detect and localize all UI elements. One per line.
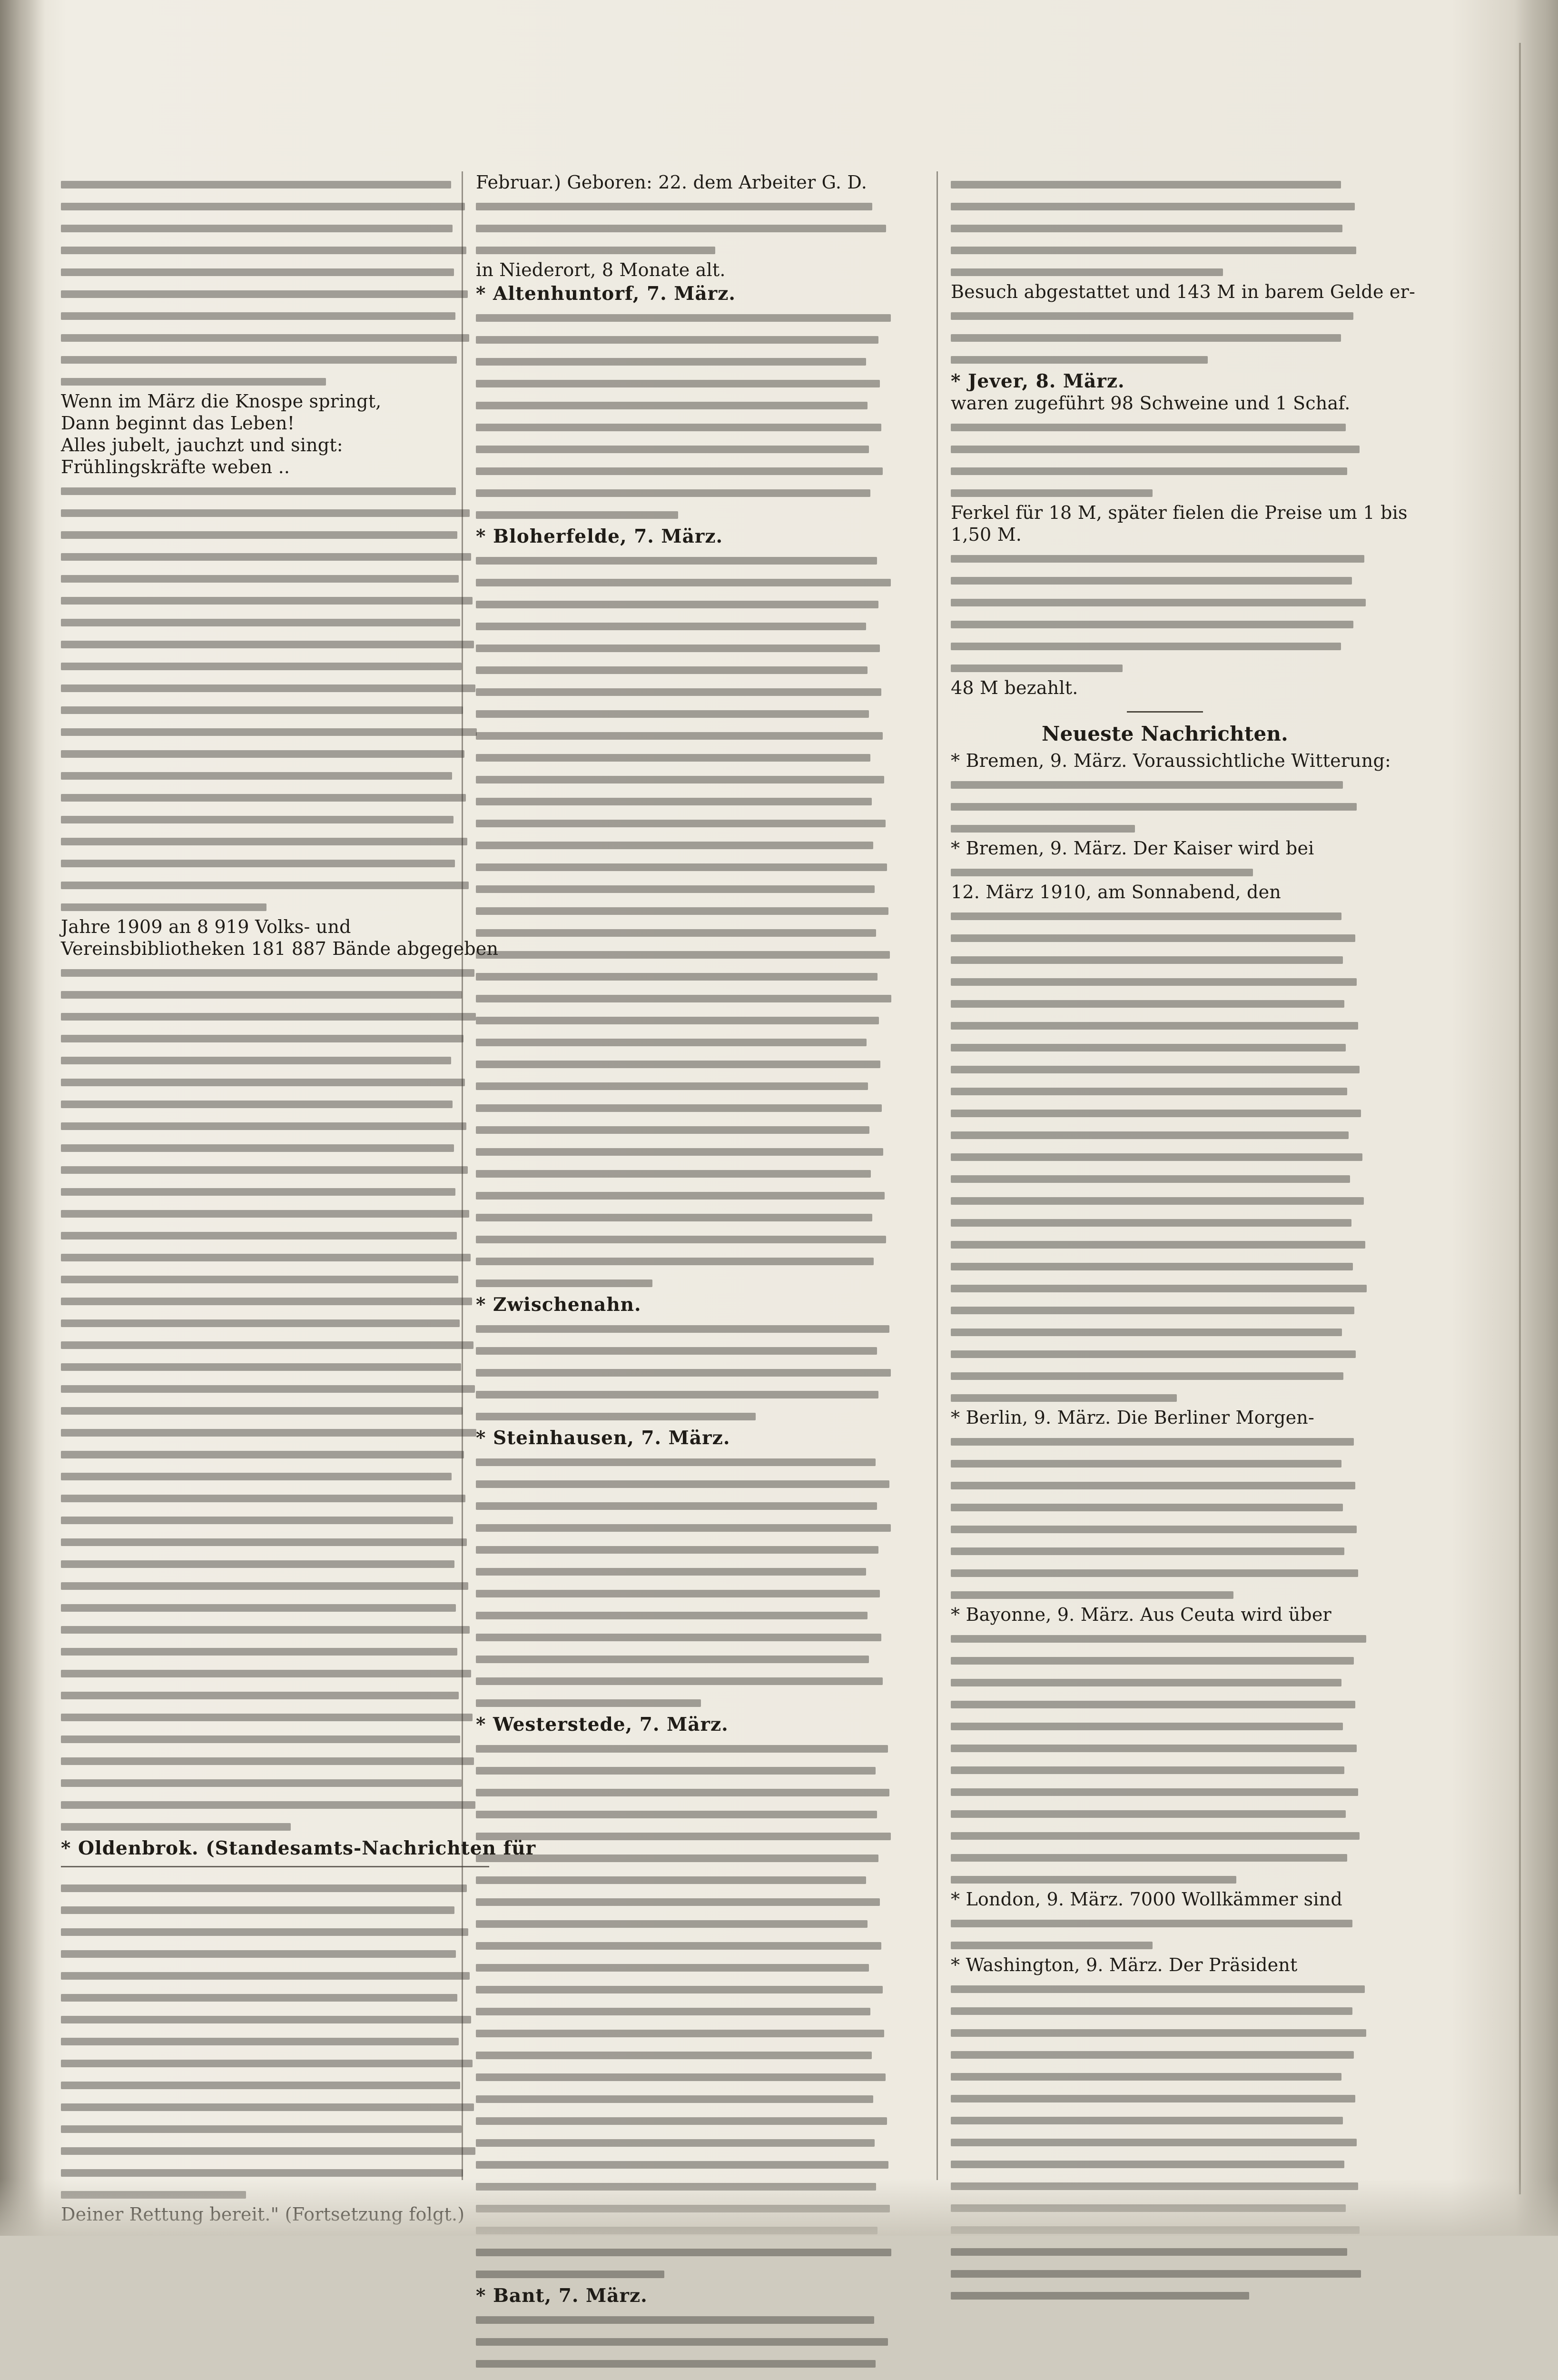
article-heading: * Altenhuntorf, 7. März. (476, 283, 904, 305)
text-line-label: * Berlin, 9. März. Die Berliner Morgen- (951, 1407, 1379, 1428)
text-line (951, 1998, 1379, 2020)
text-line (61, 1222, 489, 1244)
text-line (951, 1844, 1379, 1866)
text-line (476, 701, 904, 723)
text-line (951, 1538, 1379, 1560)
text-line (476, 547, 904, 569)
text-line-label: in Niederort, 8 Monate alt. (476, 259, 904, 281)
text-line (61, 1398, 489, 1419)
text-line (951, 2239, 1379, 2261)
text-line (476, 1182, 904, 1204)
text-line (476, 810, 904, 832)
text-line (61, 653, 489, 675)
text-line (61, 1069, 489, 1091)
text-line (61, 1332, 489, 1354)
text-line (951, 1056, 1379, 1078)
text-line (951, 1231, 1379, 1253)
text-line (61, 2094, 489, 2116)
article-heading: * Zwischenahn. (476, 1294, 904, 1316)
text-line (476, 1779, 904, 1801)
text-line-label: Wenn im März die Knospe springt, (61, 390, 489, 412)
text-line (476, 1933, 904, 1954)
text-line (61, 1376, 489, 1398)
text-line (476, 2108, 904, 2130)
text-line (61, 982, 489, 1003)
text-line (476, 305, 904, 327)
text-line (951, 815, 1379, 837)
text-line (476, 898, 904, 920)
text-line (61, 1266, 489, 1288)
text-line (61, 1485, 489, 1507)
text-line (476, 1007, 904, 1029)
text-line (61, 1897, 489, 1919)
text-line (61, 587, 489, 609)
text-line (951, 2085, 1379, 2107)
text-line (61, 2050, 489, 2072)
text-line (951, 1735, 1379, 1757)
text-line (951, 414, 1379, 436)
text-line (951, 2282, 1379, 2304)
text-line (476, 2261, 904, 2283)
text-line (476, 1316, 904, 1338)
text-line (476, 788, 904, 810)
text-line (476, 920, 904, 942)
text-line (476, 1095, 904, 1117)
right-page-edge (1515, 0, 1558, 2236)
text-line-label: waren zugeführt 98 Schweine und 1 Schaf. (951, 392, 1379, 414)
text-line (61, 1792, 489, 1814)
text-line (61, 1875, 489, 1897)
text-line (951, 633, 1379, 655)
text-line (61, 368, 489, 390)
text-line (61, 2028, 489, 2050)
text-line (61, 259, 489, 281)
text-line (476, 215, 904, 237)
text-line (61, 347, 489, 368)
text-line (951, 1253, 1379, 1275)
text-line (951, 611, 1379, 633)
text-line (951, 1341, 1379, 1363)
text-line-label: * Bremen, 9. März. Der Kaiser wird bei (951, 837, 1379, 859)
text-line (476, 1757, 904, 1779)
article-heading: * Jever, 8. März. (951, 370, 1379, 392)
text-line (476, 2350, 904, 2372)
text-line (951, 1866, 1379, 1888)
text-line (61, 522, 489, 544)
story-separator (61, 1866, 489, 1867)
text-line (951, 903, 1379, 925)
text-line (476, 392, 904, 414)
text-line (476, 613, 904, 635)
text-line (61, 2072, 489, 2094)
text-line (476, 1117, 904, 1139)
text-line (476, 1204, 904, 1226)
text-line (61, 1025, 489, 1047)
text-line (61, 1288, 489, 1310)
text-line (951, 215, 1379, 237)
text-line (61, 784, 489, 806)
text-line-label: 12. März 1910, am Sonnabend, den (951, 881, 1379, 903)
column-2 (476, 171, 904, 2380)
text-line-label: * Bayonne, 9. März. Aus Ceuta wird über (951, 1604, 1379, 1626)
text-line (61, 675, 489, 697)
text-line (61, 1638, 489, 1660)
section-heading: Neueste Nachrichten. (951, 723, 1379, 745)
text-line (951, 567, 1379, 589)
text-line (61, 1244, 489, 1266)
text-line-label: Vereinsbibliotheken 181 887 Bände abgegeben (61, 938, 489, 960)
text-line (951, 1516, 1379, 1538)
text-line (476, 1558, 904, 1580)
section-divider (1127, 711, 1203, 713)
text-line (61, 1551, 489, 1573)
text-line (951, 1910, 1379, 1932)
text-line (476, 1646, 904, 1668)
text-line (61, 544, 489, 565)
text-line (61, 1616, 489, 1638)
article-heading: * Bant, 7. März. (476, 2285, 904, 2307)
text-line (476, 854, 904, 876)
text-line (476, 193, 904, 215)
column-rule-right (937, 171, 938, 2180)
text-line (951, 1166, 1379, 1188)
text-line (951, 1385, 1379, 1407)
text-line-label: * London, 9. März. 7000 Wollkämmer sind (951, 1888, 1379, 1910)
text-line-label: Jahre 1909 an 8 919 Volks- und (61, 916, 489, 938)
text-line (951, 1713, 1379, 1735)
text-line (951, 1494, 1379, 1516)
text-line (61, 960, 489, 982)
text-line (61, 500, 489, 522)
text-line (951, 1932, 1379, 1954)
text-line (476, 744, 904, 766)
text-line (61, 171, 489, 193)
text-line (951, 2107, 1379, 2129)
text-line (951, 436, 1379, 458)
text-line (476, 1270, 904, 1292)
column-3 (951, 171, 1379, 2304)
article-heading: * Westerstede, 7. März. (476, 1714, 904, 1735)
text-line (476, 1668, 904, 1690)
text-line (61, 1704, 489, 1726)
text-line (476, 2329, 904, 2350)
text-line (61, 2138, 489, 2160)
text-line (951, 1100, 1379, 1122)
text-line (476, 1602, 904, 1624)
text-line (61, 872, 489, 894)
text-line (476, 2020, 904, 2042)
text-line (61, 1310, 489, 1332)
text-line (951, 325, 1379, 347)
text-line (61, 719, 489, 741)
text-line (61, 2116, 489, 2138)
text-line (61, 1441, 489, 1463)
text-line (476, 635, 904, 657)
text-line (951, 1188, 1379, 1210)
article-heading: * Steinhausen, 7. März. (476, 1427, 904, 1449)
text-line (951, 545, 1379, 567)
text-line (951, 589, 1379, 611)
text-line (61, 1770, 489, 1792)
text-line-label: * Bremen, 9. März. Voraussichtliche Witterung: (951, 750, 1379, 772)
text-line (951, 859, 1379, 881)
text-line (61, 1135, 489, 1157)
text-line (951, 1669, 1379, 1691)
text-line (951, 925, 1379, 947)
bottom-page-shadow (0, 2179, 1558, 2236)
text-line (476, 1160, 904, 1182)
text-line (476, 942, 904, 963)
text-line (61, 609, 489, 631)
text-line (61, 1091, 489, 1113)
page-edge-line (1519, 43, 1521, 2194)
text-line (61, 1113, 489, 1135)
text-line (951, 259, 1379, 281)
text-line (951, 1626, 1379, 1647)
text-line (61, 193, 489, 215)
text-line (476, 1624, 904, 1646)
text-line (476, 436, 904, 458)
text-line (476, 1954, 904, 1976)
text-line (476, 569, 904, 591)
text-line (951, 193, 1379, 215)
text-line (951, 1779, 1379, 1801)
text-line (951, 1428, 1379, 1450)
text-line (61, 281, 489, 303)
text-line (476, 480, 904, 502)
text-line-label: 1,50 M. (951, 524, 1379, 545)
text-line (61, 325, 489, 347)
article-heading: * Bloherfelde, 7. März. (476, 526, 904, 547)
text-line (61, 1919, 489, 1941)
text-line (951, 1034, 1379, 1056)
text-line (476, 1845, 904, 1867)
text-line-label: Februar.) Geboren: 22. dem Arbeiter G. D. (476, 171, 904, 193)
text-line (61, 1200, 489, 1222)
text-line (61, 2006, 489, 2028)
text-line (476, 1493, 904, 1515)
text-line (476, 657, 904, 679)
text-line (61, 1726, 489, 1748)
text-line-label: Ferkel für 18 M, später fielen die Preise um 1 bis (951, 502, 1379, 524)
text-line (476, 348, 904, 370)
text-line (476, 237, 904, 259)
binding-gutter-shadow (0, 0, 45, 2236)
text-line (951, 1275, 1379, 1297)
text-line (476, 1801, 904, 1823)
text-line (61, 828, 489, 850)
text-line (476, 2064, 904, 2086)
column-1 (61, 171, 489, 2225)
text-line (476, 2152, 904, 2173)
text-line (61, 1047, 489, 1069)
text-line (951, 2042, 1379, 2063)
text-line (476, 963, 904, 985)
text-line (61, 631, 489, 653)
text-line (951, 1012, 1379, 1034)
text-line (951, 2151, 1379, 2173)
text-line (951, 1144, 1379, 1166)
text-line-label: Frühlingskräfte weben .. (61, 456, 489, 478)
text-line (61, 1354, 489, 1376)
text-line (61, 303, 489, 325)
text-line (476, 1359, 904, 1381)
text-line (951, 1450, 1379, 1472)
text-line (61, 1529, 489, 1551)
text-line (61, 1660, 489, 1682)
text-line (476, 591, 904, 613)
text-line (476, 1998, 904, 2020)
text-line (61, 1179, 489, 1200)
text-line (951, 655, 1379, 677)
text-line (951, 303, 1379, 325)
text-line (476, 679, 904, 701)
text-line (951, 347, 1379, 368)
text-line (951, 2129, 1379, 2151)
text-line (61, 1682, 489, 1704)
text-line (951, 2063, 1379, 2085)
text-line (61, 1463, 489, 1485)
text-line-label: * Washington, 9. März. Der Präsident (951, 1954, 1379, 1976)
text-line (476, 2130, 904, 2152)
text-line (951, 1472, 1379, 1494)
text-line (61, 894, 489, 916)
text-line (951, 1976, 1379, 1998)
text-line (476, 1338, 904, 1359)
text-line (61, 1507, 489, 1529)
text-line (476, 1449, 904, 1471)
text-line (476, 876, 904, 898)
article-heading: * Oldenbrok. (Standesamts-Nachrichten für (61, 1837, 489, 1859)
text-line (476, 1403, 904, 1425)
text-line (951, 1319, 1379, 1341)
text-line (61, 741, 489, 763)
text-line (476, 1515, 904, 1537)
text-line (61, 1003, 489, 1025)
text-line (476, 1735, 904, 1757)
text-line (951, 947, 1379, 969)
text-line (951, 1691, 1379, 1713)
text-line (61, 763, 489, 784)
text-line (951, 1823, 1379, 1844)
text-line (951, 1757, 1379, 1779)
text-line (61, 1573, 489, 1595)
text-line (476, 2307, 904, 2329)
text-line (476, 1051, 904, 1073)
text-line (951, 1297, 1379, 1319)
text-line (476, 1976, 904, 1998)
text-line (476, 1139, 904, 1160)
text-line (476, 327, 904, 348)
text-line-label: Dann beginnt das Leben! (61, 412, 489, 434)
text-line (476, 1889, 904, 1911)
text-line (476, 1690, 904, 1712)
text-line (951, 1647, 1379, 1669)
text-line (476, 2372, 904, 2380)
text-line (951, 1582, 1379, 1604)
text-line (476, 832, 904, 854)
text-line (476, 1073, 904, 1095)
text-line (61, 806, 489, 828)
text-line (476, 2086, 904, 2108)
text-line (476, 1029, 904, 1051)
text-line (476, 414, 904, 436)
text-line (61, 565, 489, 587)
text-line (61, 1814, 489, 1835)
text-line (61, 1941, 489, 1963)
text-line (476, 1823, 904, 1845)
text-line (61, 478, 489, 500)
text-line (476, 985, 904, 1007)
text-line (476, 1226, 904, 1248)
text-line (61, 1595, 489, 1616)
text-line (61, 1963, 489, 1984)
text-line (951, 458, 1379, 480)
text-line (61, 697, 489, 719)
text-line (476, 2239, 904, 2261)
text-line (951, 772, 1379, 793)
text-line (951, 1078, 1379, 1100)
text-line-label: Alles jubelt, jauchzt und singt: (61, 434, 489, 456)
text-line (61, 1748, 489, 1770)
text-line (951, 793, 1379, 815)
text-line (951, 991, 1379, 1012)
text-line (951, 2020, 1379, 2042)
text-line (476, 766, 904, 788)
text-line (61, 237, 489, 259)
text-line-label: Besuch abgestattet und 143 M in barem Gelde er- (951, 281, 1379, 303)
text-line (476, 1381, 904, 1403)
text-line (476, 1911, 904, 1933)
text-line (951, 1122, 1379, 1144)
text-line (476, 723, 904, 744)
text-line (61, 850, 489, 872)
text-line (476, 1580, 904, 1602)
text-line (951, 1363, 1379, 1385)
text-line (951, 1801, 1379, 1823)
text-line (951, 171, 1379, 193)
text-line (476, 370, 904, 392)
text-line (951, 2261, 1379, 2282)
text-line (61, 1984, 489, 2006)
text-line (951, 969, 1379, 991)
text-line (61, 1419, 489, 1441)
text-line (951, 1210, 1379, 1231)
text-line (476, 502, 904, 524)
text-line (476, 1537, 904, 1558)
text-line (951, 1560, 1379, 1582)
text-line (476, 1471, 904, 1493)
text-line (951, 237, 1379, 259)
text-line (476, 1248, 904, 1270)
text-line-label: 48 M bezahlt. (951, 677, 1379, 699)
text-line (476, 458, 904, 480)
text-line (61, 215, 489, 237)
text-line (476, 1867, 904, 1889)
text-line (951, 480, 1379, 502)
text-line (476, 2042, 904, 2064)
text-line (61, 1157, 489, 1179)
text-line-label: Deiner Rettung bereit." (Fortsetzung folgt.) (61, 2203, 489, 2225)
